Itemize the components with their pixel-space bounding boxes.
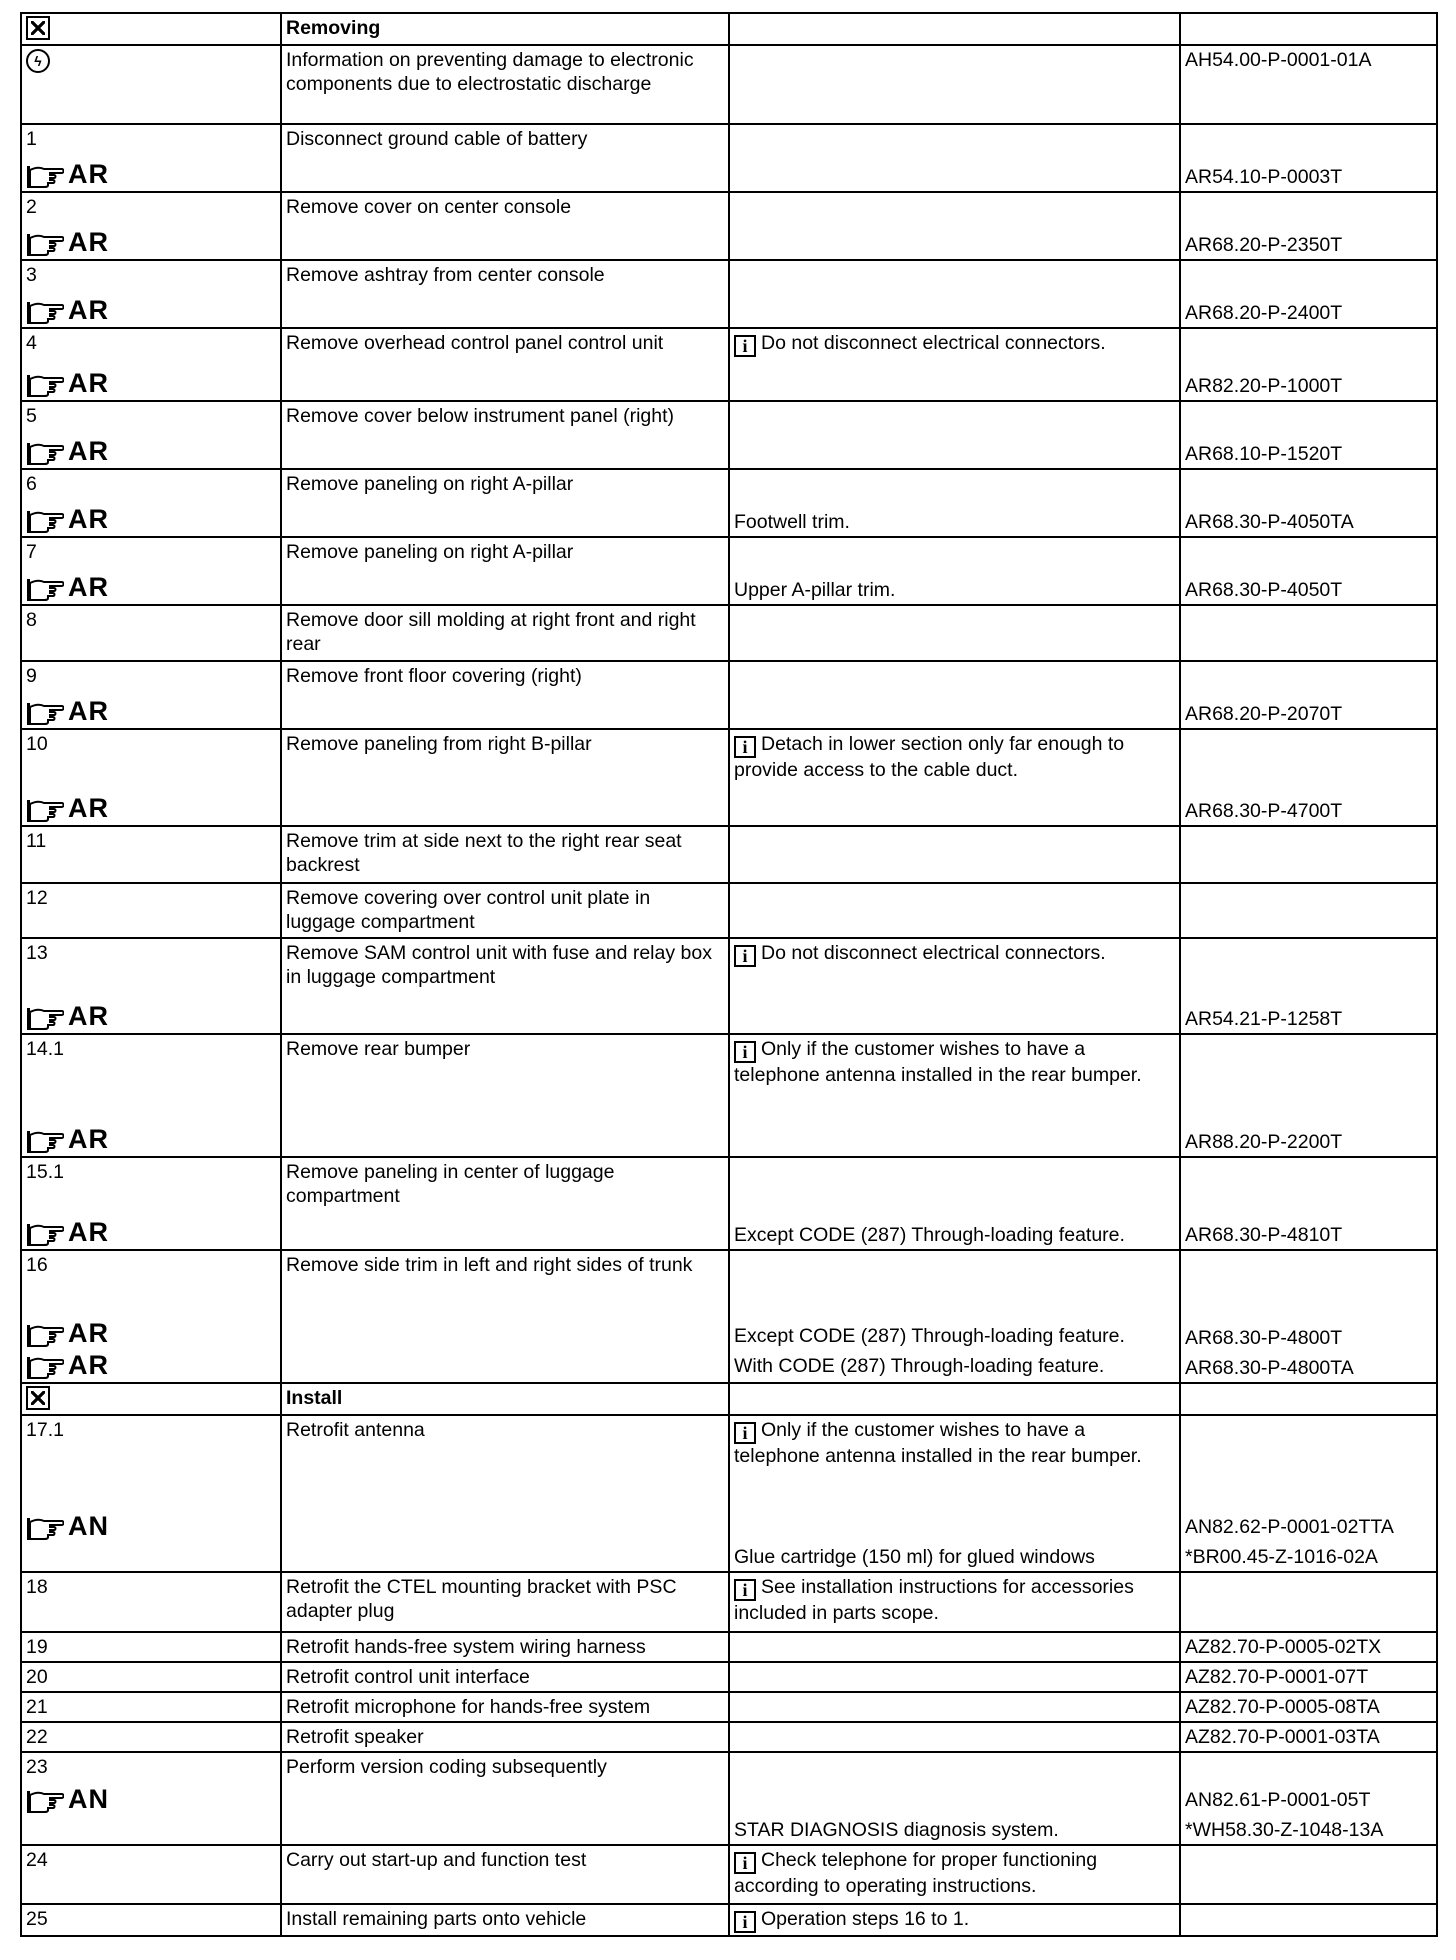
- table-row: [21, 537, 1437, 605]
- section-title: Removing: [281, 13, 729, 45]
- table-row: [21, 1904, 1437, 1936]
- removal-reference-link[interactable]: [26, 157, 276, 189]
- action-text: Retrofit microphone for hands-free system: [281, 1692, 729, 1722]
- table-row: [21, 45, 1437, 124]
- table-row: [21, 1662, 1437, 1692]
- action-text: Information on preventing damage to electronic components due to electrostatic discharge: [281, 45, 729, 124]
- reference-type-label: AR: [68, 436, 109, 466]
- action-text: Remove covering over control unit plate in luggage compartment: [281, 883, 729, 938]
- table-row: [21, 826, 1437, 883]
- reference-code[interactable]: AR54.21-P-1258T: [1185, 1008, 1343, 1030]
- reference-type-label: AR: [68, 1124, 109, 1154]
- reference-type-label: AR: [68, 1350, 109, 1380]
- info-icon: i: [734, 1852, 756, 1874]
- action-text: Remove cover below instrument panel (right): [281, 401, 729, 469]
- pointing-hand-icon: [26, 576, 64, 602]
- reference-code[interactable]: AN82.62-P-0001-02TTA: [1185, 1516, 1394, 1538]
- note-text: Operation steps 16 to 1.: [761, 1908, 970, 1930]
- pointing-hand-icon: [26, 299, 64, 325]
- action-text: Retrofit control unit interface: [281, 1662, 729, 1692]
- action-text: Install remaining parts onto vehicle: [281, 1904, 729, 1936]
- step-number: 5: [26, 405, 37, 427]
- reference-type-label: AR: [68, 295, 109, 325]
- reference-type-label: AR: [68, 793, 109, 823]
- section-header-install: [21, 1383, 1437, 1415]
- reference-type-label: AR: [68, 1217, 109, 1247]
- table-row: [21, 1752, 1437, 1845]
- reference-code[interactable]: AR68.30-P-4800T: [1185, 1327, 1343, 1349]
- reference-type-label: AR: [68, 368, 109, 398]
- pointing-hand-icon: [26, 797, 64, 823]
- reference-code[interactable]: AR68.10-P-1520T: [1185, 443, 1343, 465]
- section-header-removing: [21, 13, 1437, 45]
- info-icon: i: [734, 1422, 756, 1444]
- pointing-hand-icon: [26, 372, 64, 398]
- table-row: [21, 1632, 1437, 1662]
- step-number: 24: [26, 1849, 48, 1871]
- step-number: 18: [26, 1576, 48, 1598]
- reference-code[interactable]: AZ82.70-P-0001-07T: [1185, 1666, 1369, 1688]
- removal-reference-link[interactable]: [26, 1348, 276, 1380]
- removal-reference-link[interactable]: [26, 1122, 276, 1154]
- action-text: Remove side trim in left and right sides of trunk: [281, 1250, 729, 1383]
- table-row: [21, 1692, 1437, 1722]
- table-row: [21, 1250, 1437, 1383]
- step-number: 3: [26, 264, 37, 286]
- removal-reference-link[interactable]: [26, 225, 276, 257]
- step-number: 12: [26, 887, 48, 909]
- pointing-hand-icon: [26, 1128, 64, 1154]
- note-text: Upper A-pillar trim.: [734, 579, 896, 601]
- pointing-hand-icon: [26, 440, 64, 466]
- action-text: Remove trim at side next to the right rear seat backrest: [281, 826, 729, 883]
- reference-code[interactable]: AR68.20-P-2070T: [1185, 703, 1343, 725]
- reference-type-label: AR: [68, 504, 109, 534]
- info-icon: i: [734, 945, 756, 967]
- step-number: 15.1: [26, 1161, 64, 1183]
- step-number: 8: [26, 609, 37, 631]
- note-text: Detach in lower section only far enough to provide access to the cable duct.: [734, 733, 1125, 781]
- step-number: 21: [26, 1696, 48, 1718]
- step-number: 14.1: [26, 1038, 64, 1060]
- pointing-hand-icon: [26, 1515, 64, 1541]
- table-row: [21, 605, 1437, 661]
- action-text: Remove front floor covering (right): [281, 661, 729, 729]
- reference-type-label: AN: [68, 1511, 109, 1541]
- pointing-hand-icon: [26, 508, 64, 534]
- note-text: Check telephone for proper functioning according to operating instructions.: [734, 1849, 1098, 1897]
- reference-code[interactable]: AR68.30-P-4700T: [1185, 800, 1343, 822]
- action-text: Remove ashtray from center console: [281, 260, 729, 328]
- note-text: STAR DIAGNOSIS diagnosis system.: [734, 1819, 1059, 1841]
- note-text: Except CODE (287) Through-loading feature.: [734, 1325, 1125, 1347]
- reference-code[interactable]: AR88.20-P-2200T: [1185, 1131, 1343, 1153]
- removal-reference-link[interactable]: [26, 570, 276, 602]
- reference-type-label: AR: [68, 1318, 109, 1348]
- table-row: [21, 124, 1437, 192]
- reference-type-label: AN: [68, 1784, 109, 1814]
- esd-warning-icon: ϟ: [26, 49, 50, 73]
- info-icon: i: [734, 1911, 756, 1933]
- installation-reference-link[interactable]: [26, 1509, 276, 1541]
- step-number: 6: [26, 473, 37, 495]
- table-row: [21, 1845, 1437, 1904]
- table-row: [21, 401, 1437, 469]
- table-row: [21, 192, 1437, 260]
- action-text: Remove paneling on right A-pillar: [281, 537, 729, 605]
- step-number: 9: [26, 665, 37, 687]
- pointing-hand-icon: [26, 1322, 64, 1348]
- removal-reference-link[interactable]: [26, 434, 276, 466]
- pointing-hand-icon: [26, 1005, 64, 1031]
- step-number: 4: [26, 332, 37, 354]
- step-number: 1: [26, 128, 37, 150]
- info-icon: i: [734, 736, 756, 758]
- removal-symbol-icon: [26, 16, 50, 40]
- table-row: [21, 1034, 1437, 1157]
- action-text: Retrofit hands-free system wiring harness: [281, 1632, 729, 1662]
- removal-reference-link[interactable]: [26, 694, 276, 726]
- note-text: Do not disconnect electrical connectors.: [761, 332, 1106, 354]
- reference-type-label: AR: [68, 572, 109, 602]
- action-text: Perform version coding subsequently: [281, 1752, 729, 1845]
- reference-code[interactable]: AZ82.70-P-0001-03TA: [1185, 1726, 1380, 1748]
- step-number: 7: [26, 541, 37, 563]
- reference-code[interactable]: *BR00.45-Z-1016-02A: [1185, 1546, 1378, 1568]
- reference-code[interactable]: *WH58.30-Z-1048-13A: [1185, 1819, 1384, 1841]
- step-number: 22: [26, 1726, 48, 1748]
- table-row: [21, 729, 1437, 826]
- step-number: 10: [26, 733, 48, 755]
- table-row: [21, 1415, 1437, 1572]
- install-symbol-icon: [26, 1386, 50, 1410]
- action-text: Remove overhead control panel control unit: [281, 328, 729, 401]
- step-number: 17.1: [26, 1419, 64, 1441]
- step-number: 13: [26, 942, 48, 964]
- pointing-hand-icon: [26, 1221, 64, 1247]
- reference-type-label: AR: [68, 696, 109, 726]
- note-text: Do not disconnect electrical connectors.: [761, 942, 1106, 964]
- action-text: Remove cover on center console: [281, 192, 729, 260]
- table-row: [21, 328, 1437, 401]
- reference-type-label: AR: [68, 1001, 109, 1031]
- pointing-hand-icon: [26, 231, 64, 257]
- procedure-table: [20, 12, 1438, 1937]
- reference-code[interactable]: AR68.20-P-2350T: [1185, 234, 1343, 256]
- removal-reference-link[interactable]: [26, 791, 276, 823]
- note-text: With CODE (287) Through-loading feature.: [734, 1355, 1105, 1377]
- note-text: Footwell trim.: [734, 511, 850, 533]
- table-row: [21, 1722, 1437, 1752]
- removal-reference-link[interactable]: [26, 502, 276, 534]
- action-text: Disconnect ground cable of battery: [281, 124, 729, 192]
- reference-code[interactable]: AR68.30-P-4050T: [1185, 579, 1343, 601]
- reference-code[interactable]: AR68.30-P-4810T: [1185, 1224, 1343, 1246]
- removal-reference-link[interactable]: [26, 1316, 276, 1348]
- table-row: [21, 883, 1437, 938]
- removal-reference-link[interactable]: [26, 999, 276, 1031]
- reference-type-label: AR: [68, 159, 109, 189]
- action-text: Retrofit speaker: [281, 1722, 729, 1752]
- action-text: Remove paneling from right B-pillar: [281, 729, 729, 826]
- section-title: Install: [281, 1383, 729, 1415]
- table-row: [21, 661, 1437, 729]
- step-number: 2: [26, 196, 37, 218]
- removal-reference-link[interactable]: [26, 293, 276, 325]
- note-text: Glue cartridge (150 ml) for glued windows: [734, 1546, 1095, 1568]
- info-icon: i: [734, 1579, 756, 1601]
- table-row: [21, 260, 1437, 328]
- action-text: Remove paneling in center of luggage compartment: [281, 1157, 729, 1250]
- reference-code[interactable]: AZ82.70-P-0005-02TX: [1185, 1636, 1382, 1658]
- table-row: [21, 1157, 1437, 1250]
- pointing-hand-icon: [26, 700, 64, 726]
- removal-reference-link[interactable]: [26, 366, 276, 398]
- reference-code[interactable]: AH54.00-P-0001-01A: [1180, 45, 1437, 124]
- step-number: 11: [26, 830, 47, 852]
- action-text: Carry out start-up and function test: [281, 1845, 729, 1904]
- reference-code[interactable]: AR54.10-P-0003T: [1185, 166, 1343, 188]
- action-text: Remove rear bumper: [281, 1034, 729, 1157]
- note-text: Except CODE (287) Through-loading feature.: [734, 1224, 1125, 1246]
- installation-reference-link[interactable]: [26, 1782, 276, 1814]
- action-text: Remove SAM control unit with fuse and relay box in luggage compartment: [281, 938, 729, 1034]
- table-row: [21, 1572, 1437, 1632]
- action-text: Remove door sill molding at right front and right rear: [281, 605, 729, 661]
- step-number: 25: [26, 1908, 48, 1930]
- info-icon: i: [734, 335, 756, 357]
- step-number: 23: [26, 1756, 48, 1778]
- action-text: Remove paneling on right A-pillar: [281, 469, 729, 537]
- step-number: 19: [26, 1636, 48, 1658]
- reference-code[interactable]: AZ82.70-P-0005-08TA: [1185, 1696, 1380, 1718]
- reference-code[interactable]: AR82.20-P-1000T: [1185, 375, 1343, 397]
- reference-type-label: AR: [68, 227, 109, 257]
- table-row: [21, 938, 1437, 1034]
- note-text: Only if the customer wishes to have a telephone antenna installed in the rear bumper.: [734, 1419, 1142, 1467]
- table-row: [21, 469, 1437, 537]
- pointing-hand-icon: [26, 163, 64, 189]
- note-text: Only if the customer wishes to have a telephone antenna installed in the rear bumper.: [734, 1038, 1142, 1086]
- reference-code[interactable]: AR68.30-P-4800TA: [1185, 1357, 1354, 1379]
- action-text: Retrofit antenna: [281, 1415, 729, 1572]
- pointing-hand-icon: [26, 1354, 64, 1380]
- removal-reference-link[interactable]: [26, 1215, 276, 1247]
- reference-code[interactable]: AR68.20-P-2400T: [1185, 302, 1343, 324]
- step-number: 16: [26, 1254, 48, 1276]
- reference-code[interactable]: AR68.30-P-4050TA: [1185, 511, 1354, 533]
- action-text: Retrofit the CTEL mounting bracket with PSC adapter plug: [281, 1572, 729, 1632]
- pointing-hand-icon: [26, 1788, 64, 1814]
- info-icon: i: [734, 1041, 756, 1063]
- reference-code[interactable]: AN82.61-P-0001-05T: [1185, 1789, 1371, 1811]
- note-text: See installation instructions for accessories included in parts scope.: [734, 1576, 1134, 1624]
- step-number: 20: [26, 1666, 48, 1688]
